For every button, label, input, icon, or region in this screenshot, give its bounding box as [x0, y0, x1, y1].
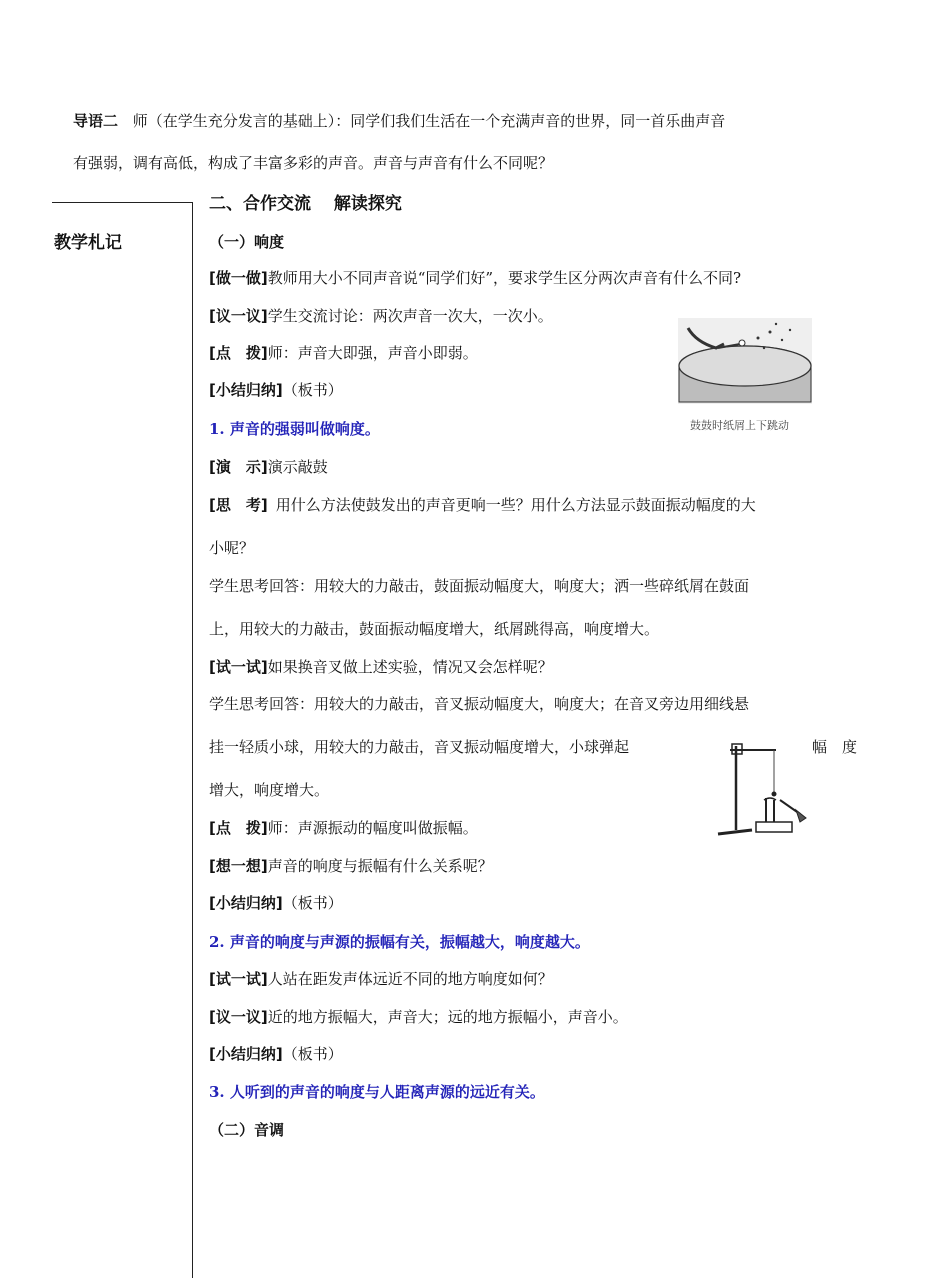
think-it-text: 声音的响度与振幅有什么关系呢？ [267, 857, 493, 875]
discuss-text-2: 近的地方振幅大，声音大；远的地方振幅小，声音小。 [267, 1008, 628, 1026]
answer-2-line-2-tail: 幅 度 [812, 738, 858, 756]
demo-tag: [演 示] [209, 458, 268, 476]
summary-tag-3: [小结归纳] [209, 1045, 283, 1063]
summary-text-2: （板书） [282, 894, 343, 912]
summary-text-3: （板书） [282, 1045, 343, 1063]
column-divider [192, 202, 193, 1278]
drum-caption: 鼓鼓时纸屑上下跳动 [690, 419, 789, 432]
do-it-row [209, 267, 741, 288]
subsection-pitch: （二）音调 [209, 1121, 285, 1139]
think-row [209, 494, 854, 515]
sidebar-label: 教学札记 [54, 233, 122, 253]
demo-text: 演示敲鼓 [267, 458, 328, 476]
tuning-fork-icon [716, 738, 808, 848]
summary-row-2 [209, 892, 343, 913]
think-text-1: 用什么方法使鼓发出的声音更响一些？用什么方法显示鼓面振动幅度的大 [275, 496, 756, 514]
answer-2-line-2: 挂一轻质小球，用较大的力敲击，音叉振动幅度增大，小球弹起 [209, 738, 630, 756]
drum-illustration [678, 318, 812, 404]
try-row-2 [209, 968, 553, 989]
answer-1-line-2: 上，用较大的力敲击，鼓面振动幅度增大，纸屑跳得高，响度增大。 [209, 620, 660, 638]
summary-text-1: （板书） [282, 381, 343, 399]
hint-tag-2: [点 拨] [209, 819, 268, 837]
intro-text-1: 师（在学生充分发言的基础上）：同学们我们生活在一个充满声音的世界，同一首乐曲声音 [132, 112, 726, 130]
discuss-tag-2: [议一议] [209, 1008, 268, 1026]
try-tag-2: [试一试] [209, 970, 268, 988]
hint-row-1 [209, 342, 478, 363]
hint-text-1: 师：声音大即强，声音小即弱。 [267, 344, 478, 362]
think-tag: [思 考] [209, 496, 268, 514]
answer-1-line-1: 学生思考回答：用较大的力敲击，鼓面振动幅度大，响度大；洒一些碎纸屑在鼓面 [209, 577, 750, 595]
answer-2-line-3: 增大，响度增大。 [209, 781, 330, 799]
drum-icon [678, 318, 812, 404]
summary-tag-2: [小结归纳] [209, 894, 283, 912]
do-it-text: 教师用大小不同声音说“同学们好”，要求学生区分两次声音有什么不同? [267, 269, 742, 287]
sidebar-top-border [52, 202, 193, 203]
conclusion-1: 1. 声音的强弱叫做响度。 [209, 420, 380, 438]
discuss-row-2 [209, 1006, 628, 1027]
summary-row-3 [209, 1043, 343, 1064]
section-title: 二、合作交流 解读探究 [209, 194, 402, 214]
try-row-1 [209, 656, 553, 677]
hint-text-2: 师：声源振动的幅度叫做振幅。 [267, 819, 478, 837]
do-it-tag: [做一做] [209, 269, 268, 287]
try-text-2: 人站在距发声体远近不同的地方响度如何？ [267, 970, 553, 988]
conclusion-3: 3. 人听到的声音的响度与人距离声源的远近有关。 [209, 1083, 545, 1101]
intro-line-2: 有强弱，调有高低，构成了丰富多彩的声音。声音与声音有什么不同呢？ [73, 154, 554, 172]
try-tag-1: [试一试] [209, 658, 268, 676]
intro-label: 导语二 [73, 112, 119, 130]
conclusion-2: 2. 声音的响度与声源的振幅有关，振幅越大，响度越大。 [209, 933, 590, 951]
answer-2-line-1: 学生思考回答：用较大的力敲击，音叉振动幅度大，响度大；在音叉旁边用细线悬 [209, 695, 750, 713]
discuss-tag-1: [议一议] [209, 307, 268, 325]
discuss-text-1: 学生交流讨论：两次声音一次大，一次小。 [267, 307, 553, 325]
hint-tag-1: [点 拨] [209, 344, 268, 362]
try-text-1: 如果换音叉做上述实验，情况又会怎样呢？ [267, 658, 553, 676]
discuss-row-1 [209, 305, 553, 326]
tuning-fork-illustration [716, 738, 808, 848]
hint-row-2 [209, 817, 478, 838]
demo-row [209, 456, 328, 477]
think-text-2: 小呢？ [209, 539, 255, 557]
summary-tag-1: [小结归纳] [209, 381, 283, 399]
intro-line-1 [73, 110, 725, 131]
summary-row-1 [209, 379, 343, 400]
think-it-tag: [想一想] [209, 857, 268, 875]
think-it-row [209, 855, 493, 876]
subsection-loudness: （一）响度 [209, 233, 285, 251]
